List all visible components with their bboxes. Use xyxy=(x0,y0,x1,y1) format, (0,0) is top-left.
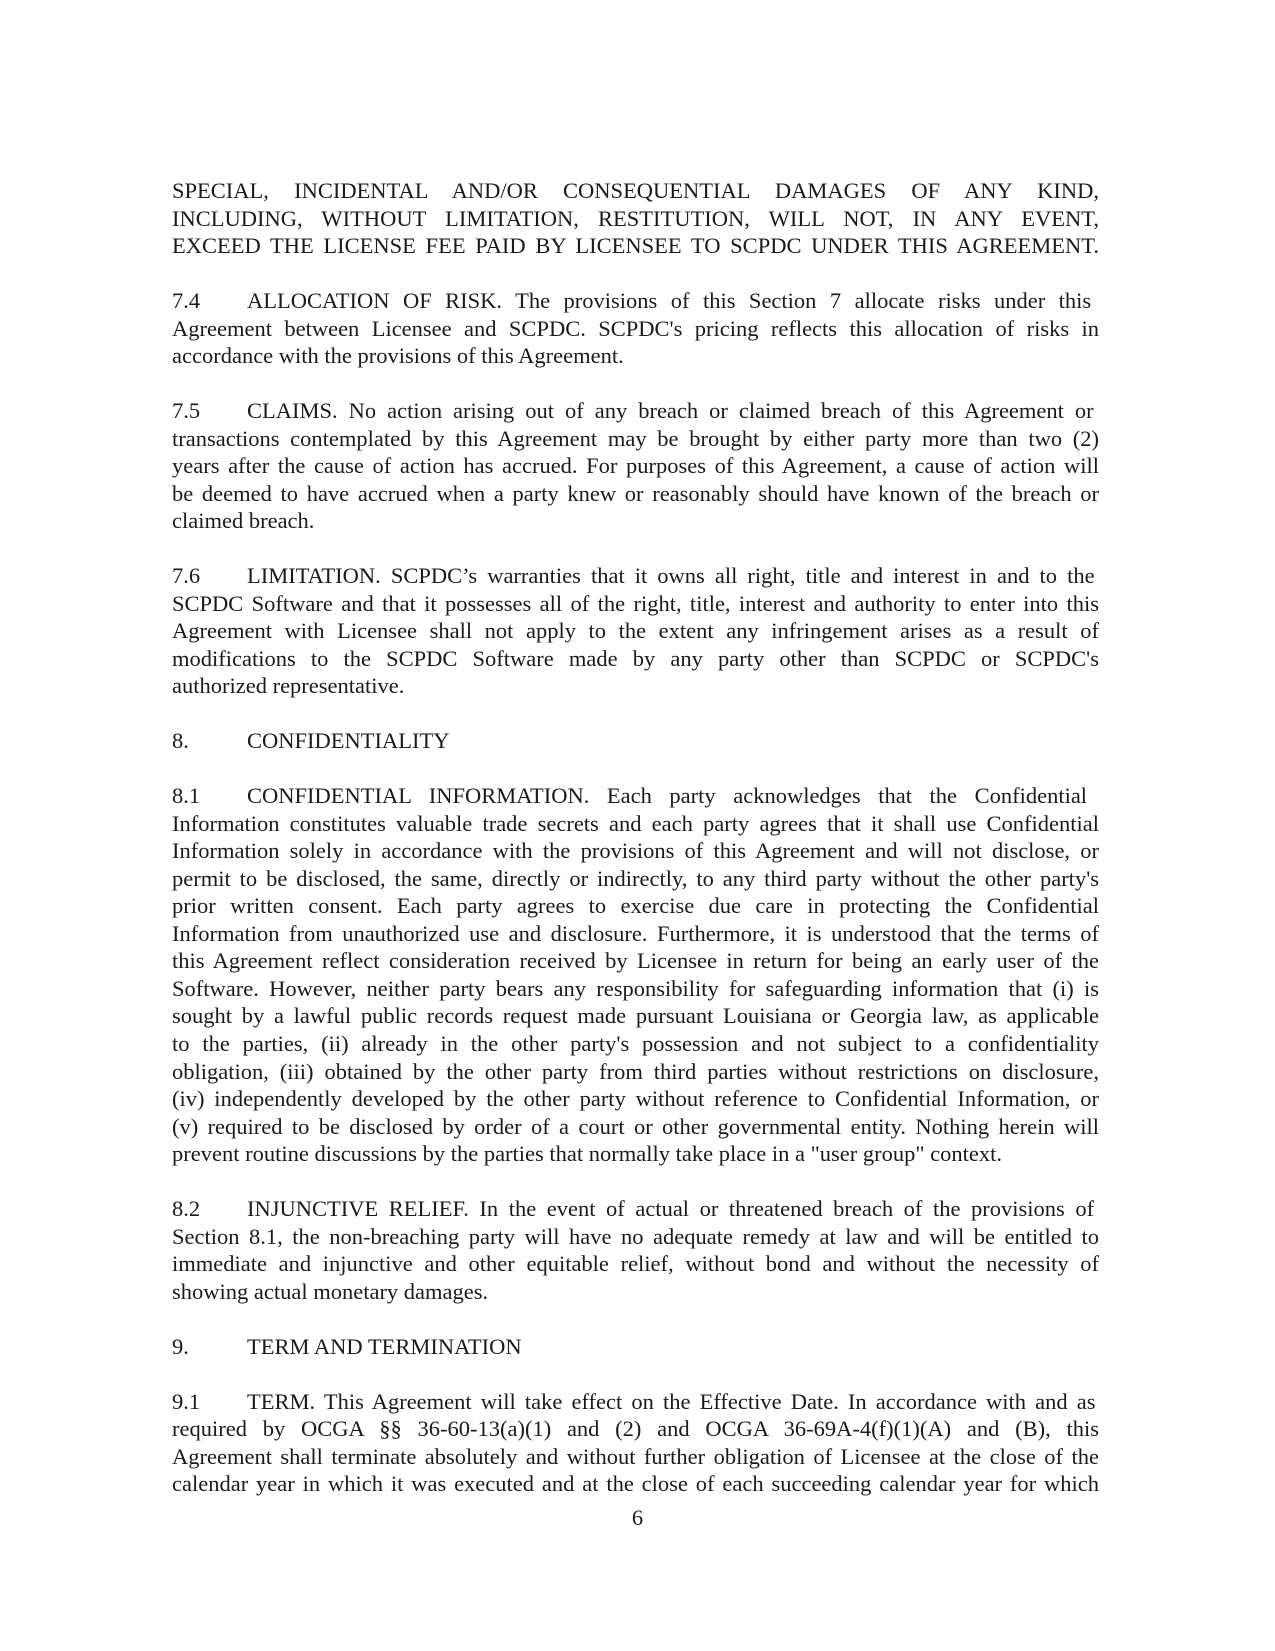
text-line xyxy=(172,782,1099,810)
text-line xyxy=(172,1113,1099,1141)
text-line xyxy=(172,342,1099,370)
line-text: INJUNCTIVE RELIEF. In the event of actual or threatened breach of the provisions of xyxy=(247,1196,1095,1222)
section-number: 8.2 xyxy=(172,1196,201,1222)
paragraph xyxy=(172,397,1099,535)
line-text: obligation, (iii) obtained by the other party from third parties without restrictions on disclosure, xyxy=(172,1058,1099,1084)
section-number: 7.6 xyxy=(172,563,201,589)
line-text: prevent routine discussions by the parties that normally take place in a "user group" context. xyxy=(172,1141,1003,1167)
text-line xyxy=(172,1058,1099,1086)
line-text: claimed breach. xyxy=(172,508,315,534)
text-line xyxy=(172,205,1099,233)
text-line xyxy=(172,397,1099,425)
document-body xyxy=(172,177,1099,1525)
text-line xyxy=(172,947,1099,975)
text-line xyxy=(172,1443,1099,1471)
line-text: Agreement with Licensee shall not apply to the extent any infringement arises as a result of xyxy=(172,618,1099,644)
paragraph xyxy=(172,782,1099,1167)
line-text: Software. However, neither party bears any responsibility for safeguarding information that (i) is xyxy=(172,975,1099,1001)
line-text: this Agreement reflect consideration received by Licensee in return for being an early user of the xyxy=(172,948,1099,974)
line-text: Agreement shall terminate absolutely and without further obligation of Licensee at the close of the xyxy=(172,1443,1099,1469)
line-text: Agreement between Licensee and SCPDC. SCPDC's pricing reflects this allocation of risks in xyxy=(172,315,1099,341)
text-line xyxy=(172,232,1099,260)
line-text: sought by a lawful public records request made pursuant Louisiana or Georgia law, as applicable xyxy=(172,1003,1099,1029)
line-text: be deemed to have accrued when a party knew or reasonably should have known of the breach or xyxy=(172,480,1099,506)
line-text: Information solely in accordance with the provisions of this Agreement and will not disclose, or xyxy=(172,838,1099,864)
line-text: CLAIMS. No action arising out of any breach or claimed breach of this Agreement or xyxy=(247,398,1094,424)
line-text: (iv) independently developed by the other party without reference to Confidential Information, or xyxy=(172,1086,1099,1112)
line-text: showing actual monetary damages. xyxy=(172,1278,489,1304)
line-text: authorized representative. xyxy=(172,673,405,699)
paragraph xyxy=(172,177,1099,260)
line-text: LIMITATION. SCPDC’s warranties that it owns all right, title and interest in and to the xyxy=(247,563,1095,589)
line-text: Section 8.1, the non-breaching party will have no adequate remedy at law and will be entitled to xyxy=(172,1223,1099,1249)
text-line xyxy=(172,975,1099,1003)
paragraph xyxy=(172,1195,1099,1305)
text-line xyxy=(172,892,1099,920)
line-text: Information constitutes valuable trade secrets and each party agrees that it shall use Confidential xyxy=(172,810,1099,836)
line-text: INCLUDING, WITHOUT LIMITATION, RESTITUTION, WILL NOT, IN ANY EVENT, xyxy=(172,205,1099,231)
line-text: modifications to the SCPDC Software made by any party other than SCPDC or SCPDC's xyxy=(172,645,1099,671)
section-number: 9. xyxy=(172,1333,189,1359)
text-line xyxy=(172,1415,1099,1443)
line-text: EXCEED THE LICENSE FEE PAID BY LICENSEE TO SCPDC UNDER THIS AGREEMENT. xyxy=(172,233,1099,259)
line-text: TERM. This Agreement will take effect on the Effective Date. In accordance with and as xyxy=(247,1388,1096,1414)
page-number: 6 xyxy=(631,1505,644,1530)
text-line xyxy=(172,590,1099,618)
line-text: TERM AND TERMINATION xyxy=(247,1333,522,1359)
text-line xyxy=(172,1388,1099,1416)
text-line xyxy=(172,177,1099,205)
line-text: immediate and injunctive and other equitable relief, without bond and without the necessity of xyxy=(172,1251,1099,1277)
line-text: CONFIDENTIAL INFORMATION. Each party acknowledges that the Confidential xyxy=(247,783,1088,809)
text-line xyxy=(172,1223,1099,1251)
text-line xyxy=(172,1278,1099,1306)
section-heading xyxy=(172,727,1099,755)
line-text: ALLOCATION OF RISK. The provisions of this Section 7 allocate risks under this xyxy=(247,288,1092,314)
text-line xyxy=(172,617,1099,645)
section-number: 8.1 xyxy=(172,783,201,809)
paragraph xyxy=(172,562,1099,700)
text-line xyxy=(172,672,1099,700)
paragraph xyxy=(172,287,1099,370)
text-line xyxy=(172,727,1099,755)
line-text: prior written consent. Each party agrees to exercise due care in protecting the Confidential xyxy=(172,893,1099,919)
line-text: to the parties, (ii) already in the other party's possession and not subject to a confidentiality xyxy=(172,1030,1099,1056)
line-text: accordance with the provisions of this Agreement. xyxy=(172,343,624,369)
text-line xyxy=(172,810,1099,838)
line-text: (v) required to be disclosed by order of a court or other governmental entity. Nothing herein will xyxy=(172,1113,1099,1139)
line-text: SCPDC Software and that it possesses all of the right, title, interest and authority to enter into this xyxy=(172,590,1099,616)
text-line xyxy=(172,645,1099,673)
line-text: Information from unauthorized use and disclosure. Furthermore, it is understood that the terms of xyxy=(172,920,1099,946)
text-line xyxy=(172,1002,1099,1030)
section-number: 9.1 xyxy=(172,1388,201,1414)
text-line xyxy=(172,452,1099,480)
text-line xyxy=(172,315,1099,343)
text-line xyxy=(172,1140,1099,1168)
section-number: 7.5 xyxy=(172,398,201,424)
text-line xyxy=(172,507,1099,535)
text-line xyxy=(172,1333,1099,1361)
line-text: calendar year in which it was executed and at the close of each succeeding calendar year for which xyxy=(172,1471,1099,1497)
text-line xyxy=(172,837,1099,865)
line-text: SPECIAL, INCIDENTAL AND/OR CONSEQUENTIAL DAMAGES OF ANY KIND, xyxy=(172,178,1099,203)
text-line xyxy=(172,562,1099,590)
text-line xyxy=(172,920,1099,948)
section-number: 7.4 xyxy=(172,288,201,314)
text-line xyxy=(172,1030,1099,1058)
text-line xyxy=(172,480,1099,508)
section-number: 8. xyxy=(172,728,189,754)
text-line xyxy=(172,1195,1099,1223)
line-text: required by OCGA §§ 36-60-13(a)(1) and (2) and OCGA 36-69A-4(f)(1)(A) and (B), this xyxy=(172,1416,1099,1442)
line-text: transactions contemplated by this Agreement may be brought by either party more than two (2) xyxy=(172,425,1099,451)
text-line xyxy=(172,287,1099,315)
text-line xyxy=(172,1085,1099,1113)
section-heading xyxy=(172,1333,1099,1361)
line-text: CONFIDENTIALITY xyxy=(247,728,450,754)
paragraph xyxy=(172,1388,1099,1498)
text-line xyxy=(172,1250,1099,1278)
line-text: permit to be disclosed, the same, directly or indirectly, to any third party without the other party's xyxy=(172,865,1099,891)
text-line xyxy=(172,425,1099,453)
text-line xyxy=(172,1470,1099,1498)
text-line xyxy=(172,865,1099,893)
line-text: years after the cause of action has accrued. For purposes of this Agreement, a cause of action will xyxy=(172,453,1099,479)
